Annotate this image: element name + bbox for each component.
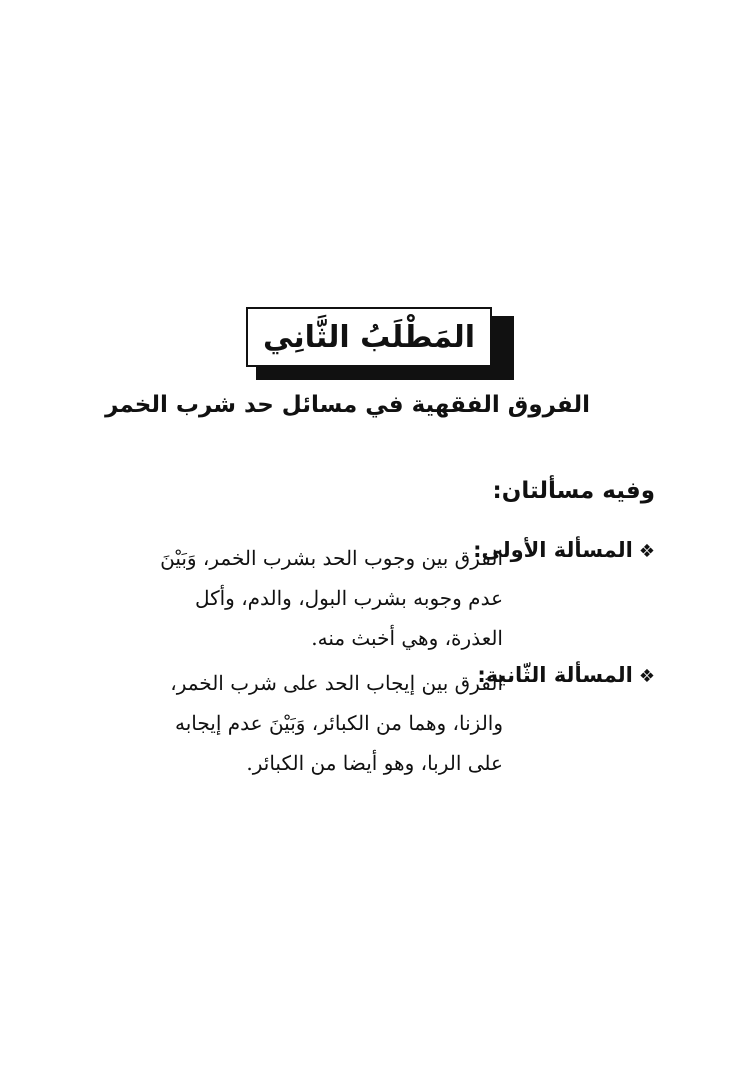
diamond-bullet-icon: ❖ [638,541,655,562]
issue-text [63,538,503,658]
issue-text-line: على الربا، وهو أيضا من الكبائر. [246,751,503,775]
section-title: المَطْلَبُ الثَّانِي [262,319,475,355]
section-title-box [246,307,492,367]
issue-text-line: الفرق بين وجوب الحد بشرب الخمر، وَبَيْنَ [160,546,503,570]
issue-text-line: الفرق بين إيجاب الحد على شرب الخمر، [170,671,503,695]
section-subtitle: الفروق الفقهية في مسائل حد شرب الخمر [105,392,590,418]
issue-text [63,663,503,783]
issue-text-line: عدم وجوبه بشرب البول، والدم، وأكل [194,586,503,610]
issue-label-text: المسألة الأولى: [473,538,633,562]
issue-label-text: المسألة الثّانية: [477,663,633,687]
issue-text-line: والزنا، وهما من الكبائر، وَبَيْنَ عدم إيجابه [175,711,503,735]
diamond-bullet-icon: ❖ [638,666,655,687]
issue-label [473,538,655,562]
section-intro: وفيه مسألتان: [492,478,655,504]
issue-label [477,663,655,687]
issue-text-line: العذرة، وهي أخبث منه. [311,626,503,650]
